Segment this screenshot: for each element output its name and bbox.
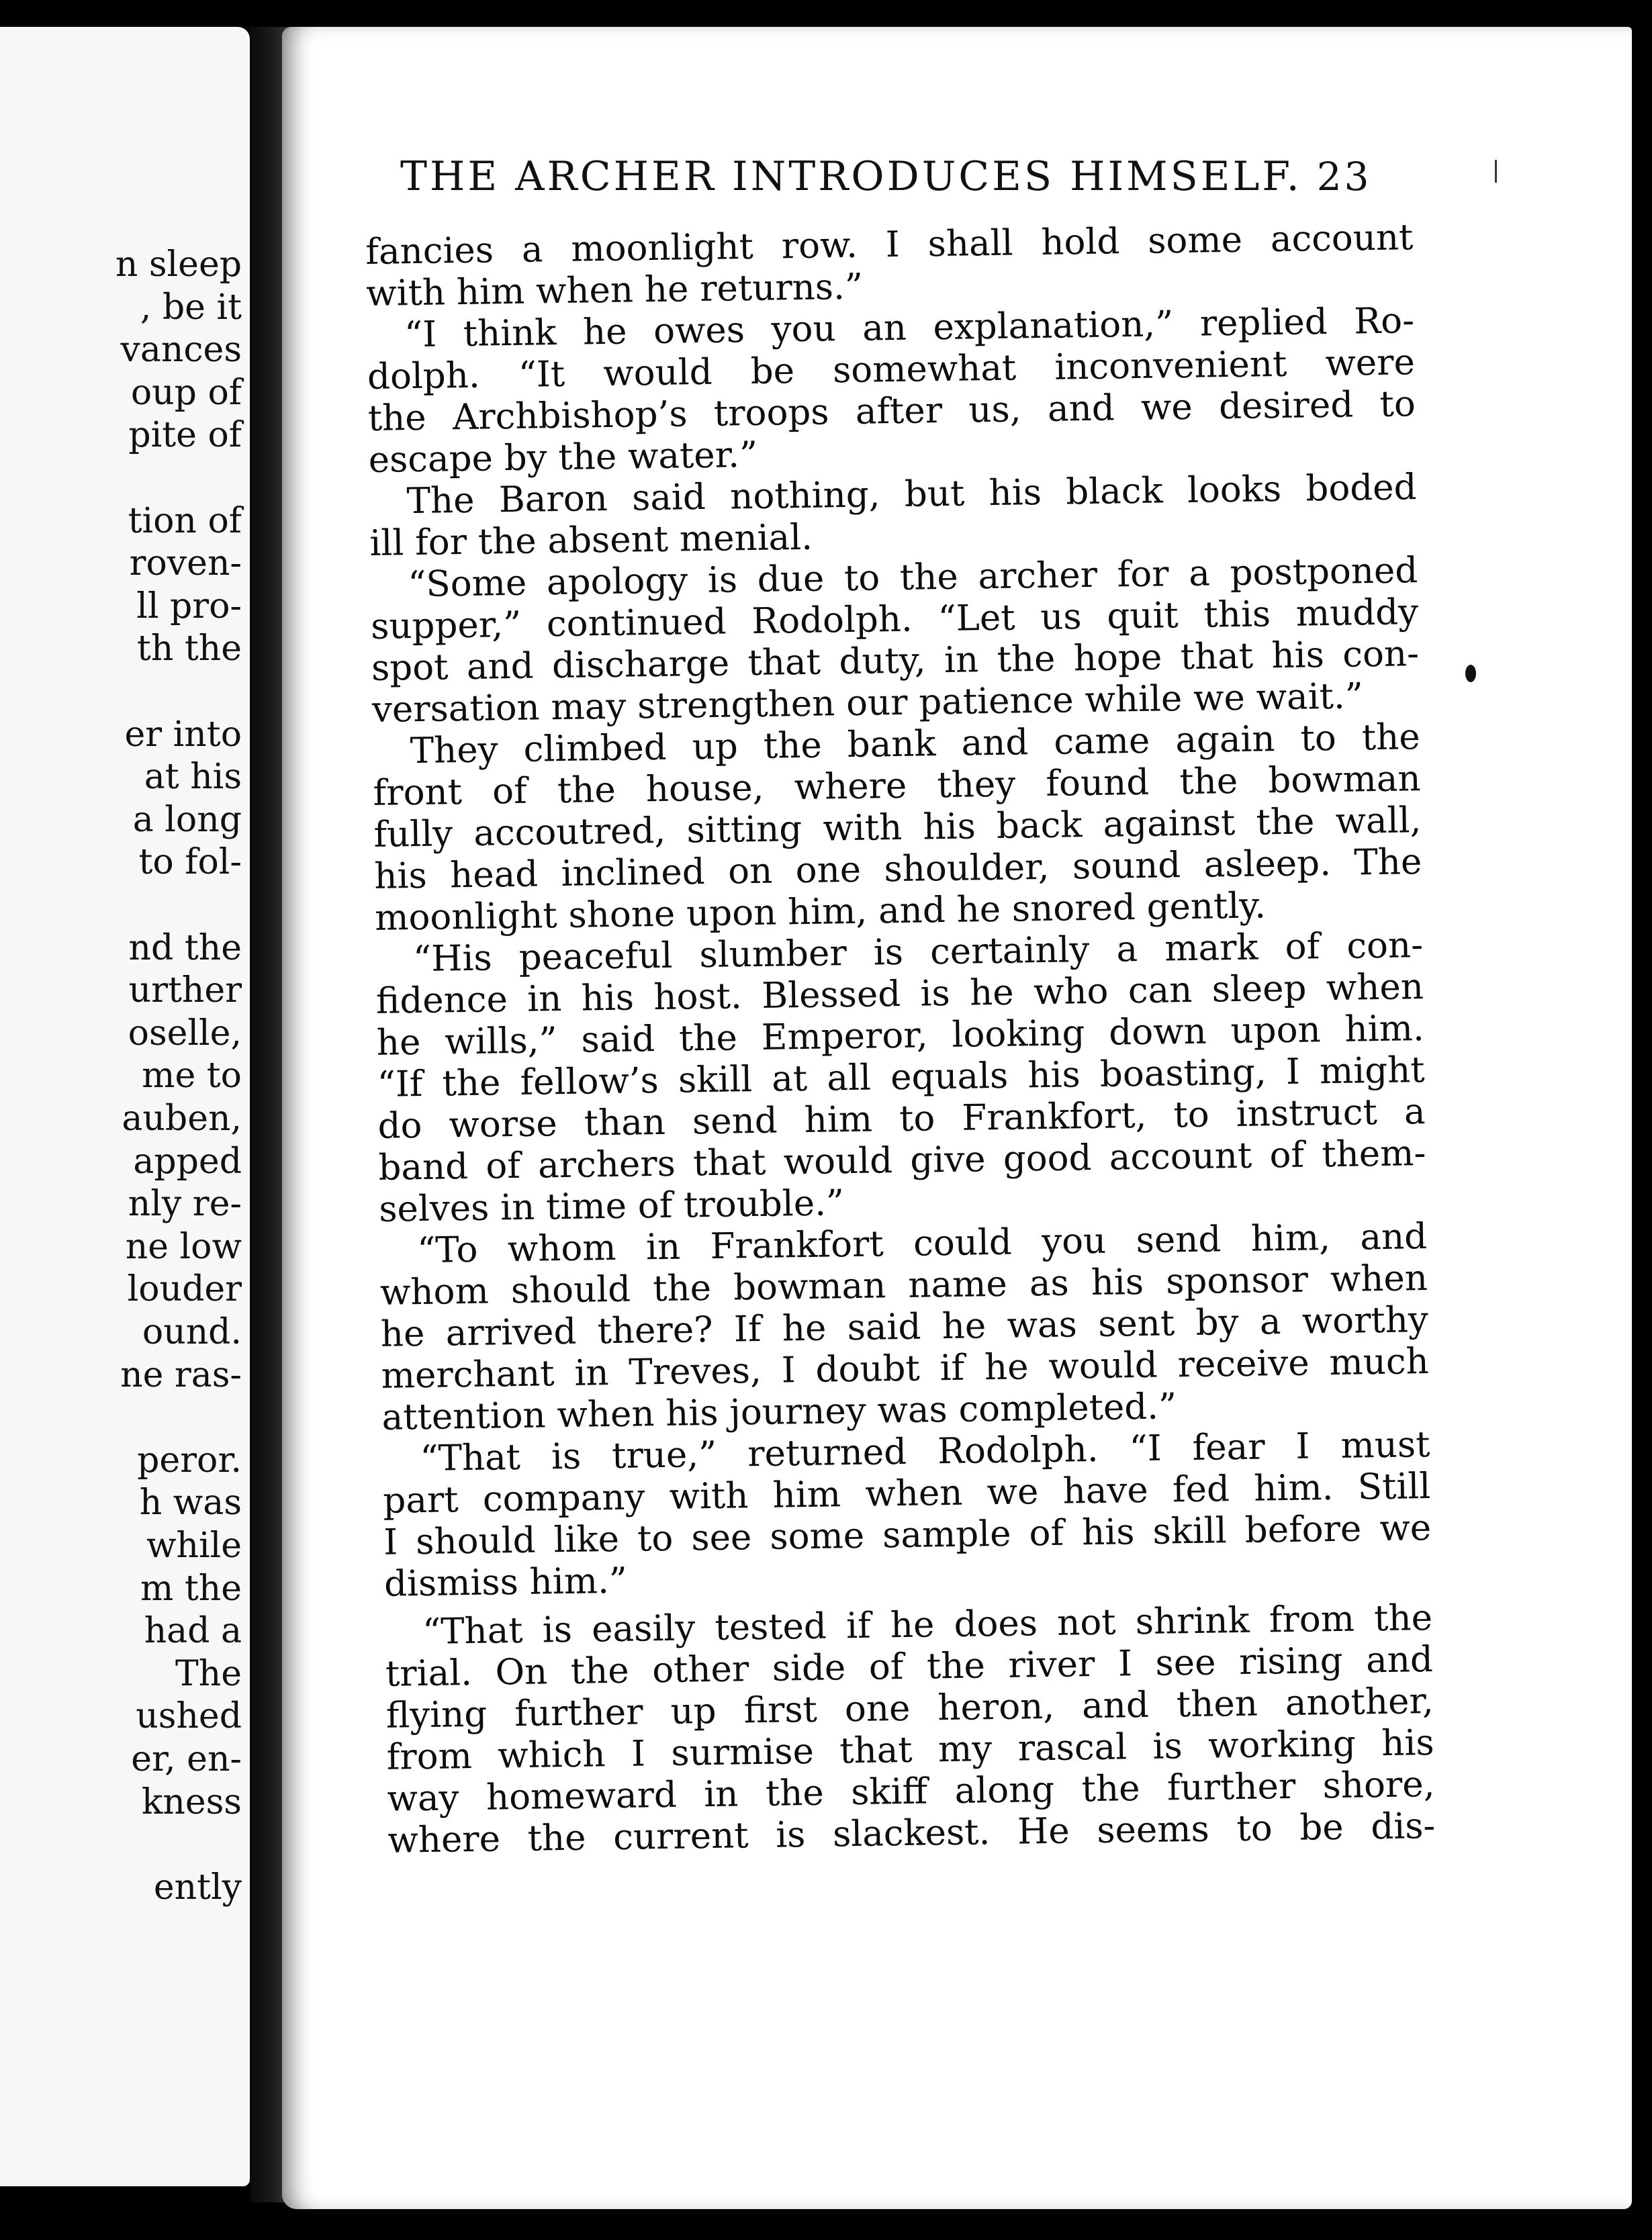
left-page xyxy=(0,27,250,2186)
left-page-line: to fol- xyxy=(138,842,242,883)
text-line: whom should the bowman name as his sponsor when xyxy=(379,1258,1428,1313)
text-line: dismiss him.” xyxy=(383,1560,628,1605)
left-page-line: The xyxy=(175,1653,242,1694)
left-page-line: ne ras- xyxy=(120,1354,242,1395)
left-page-line: h was xyxy=(139,1483,242,1524)
text-line: fully accoutred, sitting with his back against the wall, xyxy=(373,800,1422,855)
left-page-line: me to xyxy=(142,1056,242,1096)
text-line: way homeward in the skiff along the further shore, xyxy=(387,1763,1435,1820)
page-number: 23 xyxy=(1316,154,1372,199)
left-page-line: oselle, xyxy=(128,1013,242,1054)
left-page-line: vances xyxy=(120,330,242,371)
text-line: They climbed up the bank and came again to the xyxy=(410,716,1421,772)
text-line: supper,” continued Rodolph. “Let us quit this muddy xyxy=(370,592,1419,647)
left-page-line: ne low xyxy=(125,1226,242,1267)
left-page-line: ushed xyxy=(136,1696,242,1737)
text-line: he arrived there? If he said he was sent by a worthy xyxy=(380,1299,1429,1355)
left-page-line: roven- xyxy=(129,543,242,584)
margin-mark xyxy=(1495,160,1497,183)
text-line: “Some apology is due to the archer for a postponed xyxy=(407,550,1418,606)
left-page-line: had a xyxy=(144,1611,242,1652)
text-line: he wills,” said the Emperor, looking down upon him. xyxy=(376,1008,1425,1064)
text-line: “To whom in Frankfort could you send him, and xyxy=(416,1216,1428,1272)
left-page-line: oup of xyxy=(130,372,242,413)
left-page-line: th the xyxy=(136,628,242,669)
running-head xyxy=(400,153,1652,200)
left-page-line: tion of xyxy=(128,500,242,541)
running-head-title: THE ARCHER INTRODUCES HIMSELF. xyxy=(400,153,1302,200)
text-line: fancies a moonlight row. I shall hold some account xyxy=(365,217,1414,273)
ink-speck xyxy=(1465,665,1476,682)
left-page-line: urther xyxy=(128,970,242,1011)
text-line: dolph. “It would be somewhat inconvenient were xyxy=(367,342,1416,398)
text-line: part company with him when we have fed him. Still xyxy=(382,1466,1431,1522)
left-page-line: er into xyxy=(124,714,242,755)
left-page-line: louder xyxy=(127,1269,242,1310)
left-page-line: ll pro- xyxy=(136,586,242,626)
text-line: escape by the water.” xyxy=(368,434,758,481)
text-line: spot and discharge that duty, in the hope that his con- xyxy=(371,633,1420,689)
text-line: “That is true,” returned Rodolph. “I fear I must xyxy=(420,1424,1430,1480)
text-line: flying further up first one heron, and then another, xyxy=(385,1681,1434,1736)
left-page-line: while xyxy=(146,1526,242,1566)
left-page-line: at his xyxy=(144,757,242,798)
left-page-line: apped xyxy=(133,1141,242,1182)
text-line: versation may strengthen our patience while we wait.” xyxy=(371,675,1364,731)
left-page-line: nly re- xyxy=(128,1184,242,1225)
text-line: trial. On the other side of the river I see rising and xyxy=(385,1639,1434,1695)
left-page-line: peror. xyxy=(137,1440,242,1481)
text-line: his head inclined on one shoulder, sound asleep. The xyxy=(373,841,1422,897)
left-page-line: auben, xyxy=(122,1099,242,1139)
text-line: the Archbishop’s troops after us, and we desired to xyxy=(367,383,1416,439)
text-line: where the current is slackest. He seems to be dis- xyxy=(387,1805,1436,1861)
text-line: attention when his journey was completed.” xyxy=(381,1386,1177,1438)
left-page-line: n sleep xyxy=(115,244,242,285)
text-line: I should like to see some sample of his skill before we xyxy=(383,1507,1432,1563)
text-line: moonlight shone upon him, and he snored gently. xyxy=(374,885,1267,939)
text-line: “I think he owes you an explanation,” replied Ro- xyxy=(404,300,1415,356)
left-page-line: er, en- xyxy=(131,1739,242,1779)
text-line: do worse than send him to Frankfort, to instruct a xyxy=(377,1091,1426,1147)
right-page xyxy=(282,27,1632,2209)
left-page-line: pite of xyxy=(128,415,242,456)
left-page-line: , be it xyxy=(140,287,242,328)
text-line: “His peaceful slumber is certainly a mark of con- xyxy=(412,925,1424,980)
text-line: with him when he returns.” xyxy=(365,266,864,314)
left-page-line: nd the xyxy=(128,927,242,968)
text-line: from which I surmise that my rascal is working his xyxy=(386,1722,1435,1778)
text-line: front of the house, where they found the bowman xyxy=(373,758,1421,814)
text-line: selves in time of trouble.” xyxy=(378,1182,845,1230)
text-line: band of archers that would give good account of them- xyxy=(378,1133,1426,1188)
text-line: fidence in his host. Blessed is he who can sleep when xyxy=(375,966,1424,1022)
left-page-line: a long xyxy=(132,799,242,840)
body-text xyxy=(365,214,1652,1862)
left-page-line: m the xyxy=(140,1568,242,1609)
text-line: “That is easily tested if he does not shrink from the xyxy=(422,1597,1433,1653)
text-line: “If the fellow’s skill at all equals his boasting, I might xyxy=(377,1049,1426,1105)
text-line: The Baron said nothing, but his black looks boded xyxy=(406,467,1417,522)
text-line: merchant in Treves, I doubt if he would receive much xyxy=(381,1341,1430,1397)
left-page-line: kness xyxy=(141,1781,242,1822)
left-page-line: ently xyxy=(153,1867,242,1908)
left-page-line: ound. xyxy=(142,1312,242,1352)
text-line: ill for the absent menial. xyxy=(369,516,813,564)
